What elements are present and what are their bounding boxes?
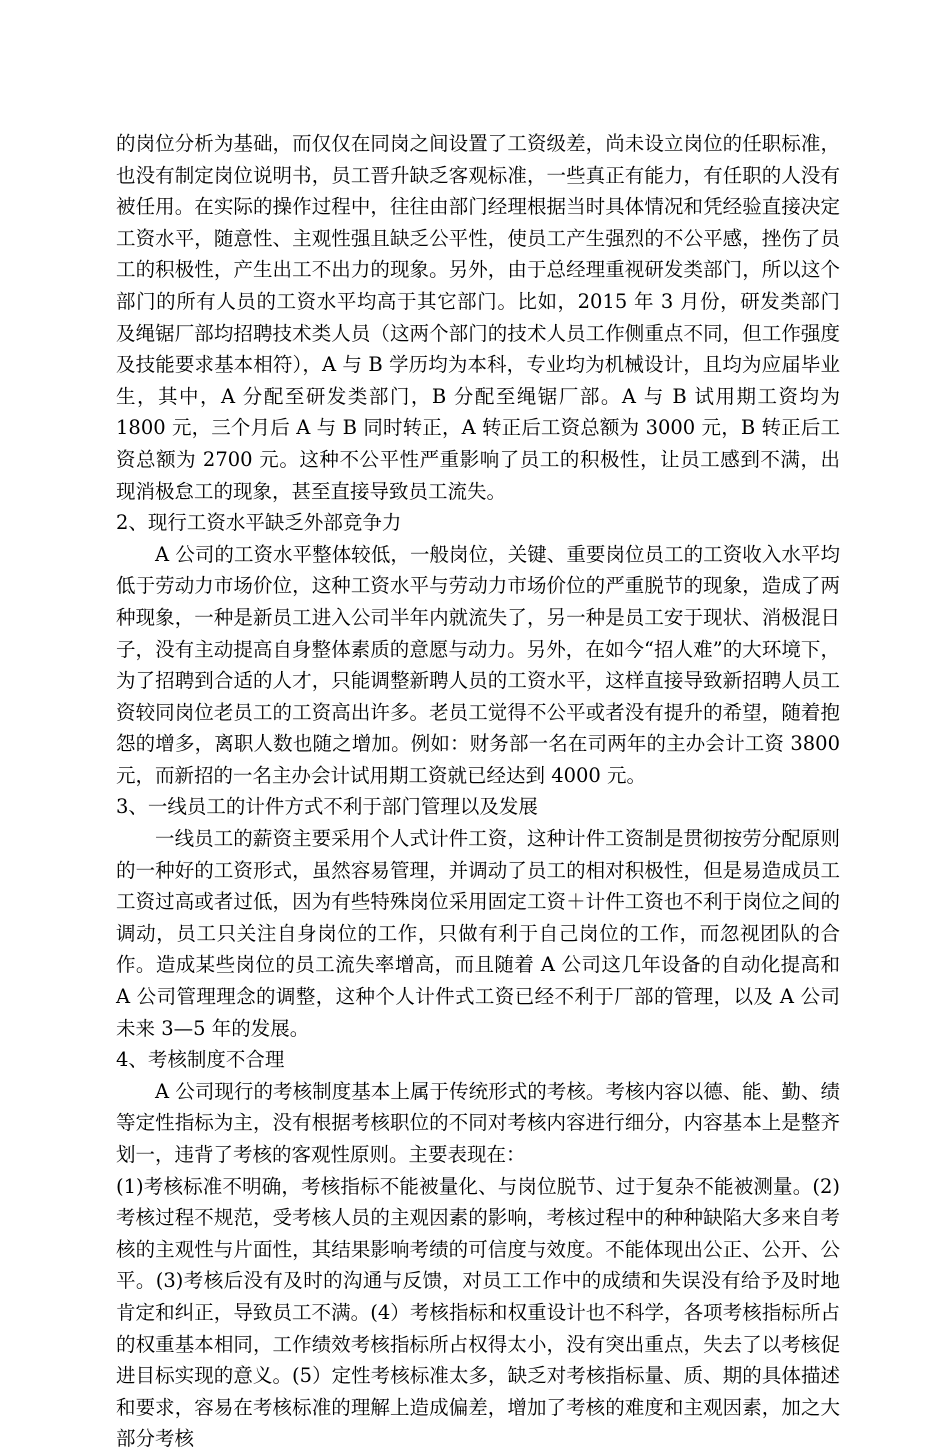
body-paragraph-2: A 公司的工资水平整体较低，一般岗位，关键、重要岗位员工的工资收入水平均低于劳动力市场价位，这种工资水平与劳动力市场价位的严重脱节的现象，造成了两种现象，一种是新员工进入公司半年内就流失了，另一种是员工安于现状、消极混日子，没有主动提高自身整体素质的意愿与动力。另外，在如今“招人难”的大环境下，为了招聘到合适的人才，只能调整新聘人员的工资水平，这样直接导致新招聘人员工资较同岗位老员工的工资高出许多。老员工觉得不公平或者没有提升的希望，随着抱怨的增多，离职人数也随之增加。例如：财务部一名在司两年的主办会计工资 3800 元，而新招的一名主办会计试用期工资就已经达到 4000 元。	[116, 542, 840, 787]
body-paragraph-1: 的岗位分析为基础，而仅仅在同岗之间设置了工资级差，尚未设立岗位的任职标准，也没有制定岗位说明书，员工晋升缺乏客观标准，一些真正有能力，有任职的人没有被任用。在实际的操作过程中，往往由部门经理根据当时具体情况和凭经验直接决定工资水平，随意性、主观性强且缺乏公平性，使员工产生强烈的不公平感，挫伤了员工的积极性，产生出工不出力的现象。另外，由于总经理重视研发类部门，所以这个部门的所有人员的工资水平均高于其它部门。比如，2015 年 3 月份，研发类部门及绳锯厂部均招聘技术类人员（这两个部门的技术人员工作侧重点不同，但工作强度及技能要求基本相符），A 与 B 学历均为本科，专业均为机械设计，且均为应届毕业生，其中，A 分配至研发类部门，B 分配至绳锯厂部。A 与 B 试用期工资均为 1800 元，三个月后 A 与 B 同时转正，A 转正后工资总额为 3000 元，B 转正后工资总额为 2700 元。这种不公平性严重影响了员工的积极性，让员工感到不满，出现消极怠工的现象，甚至直接导致员工流失。	[116, 132, 840, 503]
body-paragraph-3: 一线员工的薪资主要采用个人式计件工资，这种计件工资制是贯彻按劳分配原则的一种好的工资形式，虽然容易管理，并调动了员工的相对积极性，但是易造成员工工资过高或者过低，因为有些特殊岗位采用固定工资＋计件工资也不利于岗位之间的调动，员工只关注自身岗位的工作，只做有利于自己岗位的工作，而忽视团队的合作。造成某些岗位的员工流失率增高，而且随着 A 公司这几年设备的自动化提高和 A 公司管理理念的调整，这种个人计件式工资已经不利于厂部的管理，以及 A 公司未来 3—5 年的发展。	[116, 827, 840, 1040]
section-heading-2: 2、现行工资水平缺乏外部竞争力	[116, 511, 402, 535]
body-paragraph-5: (1)考核标准不明确，考核指标不能被量化、与岗位脱节、过于复杂不能被测量。(2)考核过程不规范，受考核人员的主观因素的影响，考核过程中的种种缺陷大多来自考核的主观性与片面性，其结果影响考绩的可信度与效度。不能体现出公正、公开、公平。(3)考核后没有及时的沟通与反馈，对员工工作中的成绩和失误没有给予及时地肯定和纠正，导致员工不满。(4）考核指标和权重设计也不科学，各项考核指标所占的权重基本相同，工作绩效考核指标所占权得太小，没有突出重点，失去了以考核促进目标实现的意义。(5）定性考核标准太多，缺乏对考核指标量、质、期的具体描述和要求，容易在考核标准的理解上造成偏差，增加了考核的难度和主观因素，加之大部分考核	[116, 1174, 840, 1451]
section-heading-3: 3、一线员工的计件方式不利于部门管理以及发展	[116, 795, 538, 819]
document-page	[116, 128, 840, 1455]
body-paragraph-4: A 公司现行的考核制度基本上属于传统形式的考核。考核内容以德、能、勤、绩等定性指标为主，没有根据考核职位的不同对考核内容进行细分，内容基本上是整齐划一，违背了考核的客观性原则。主要表现在：	[116, 1079, 840, 1166]
section-heading-4: 4、考核制度不合理	[116, 1048, 285, 1072]
